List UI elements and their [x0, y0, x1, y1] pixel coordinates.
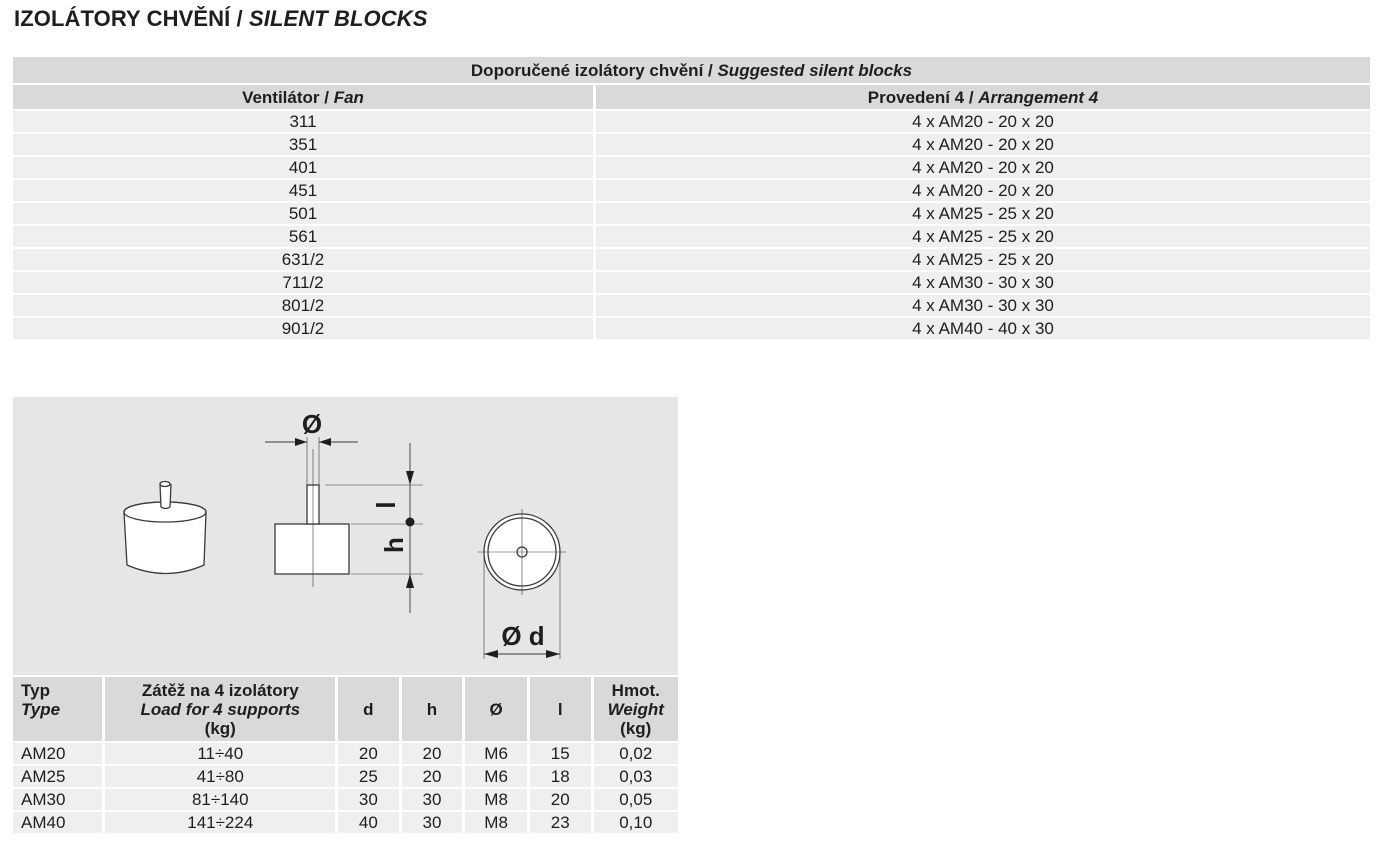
- column-header-diameter: Ø: [465, 677, 527, 741]
- column-header-weight: [594, 677, 678, 741]
- h-cell: 20: [402, 766, 463, 787]
- weight-cell: 0,05: [594, 789, 678, 810]
- pin-diameter-label: Ø: [301, 409, 323, 439]
- type-cell: AM25: [13, 766, 102, 787]
- weight-cell: 0,10: [594, 812, 678, 833]
- table-row: [13, 134, 1370, 155]
- table-row: [13, 157, 1370, 178]
- table-row: [13, 272, 1370, 293]
- d-cell: 25: [338, 766, 399, 787]
- diameter-cell: M6: [465, 743, 527, 764]
- type-cell: AM40: [13, 812, 102, 833]
- table-row: [13, 249, 1370, 270]
- column-header-h: h: [402, 677, 463, 741]
- table-row: [13, 203, 1370, 224]
- diameter-cell: M8: [465, 789, 527, 810]
- fan-cell: 901/2: [13, 318, 593, 339]
- table-row: [13, 318, 1370, 339]
- block-cell: 4 x AM25 - 25 x 20: [596, 203, 1370, 224]
- d-cell: 40: [338, 812, 399, 833]
- weight-header-cz: Hmot.: [611, 680, 660, 700]
- l-cell: 23: [530, 812, 591, 833]
- h-cell: 20: [402, 743, 463, 764]
- block-cell: 4 x AM25 - 25 x 20: [596, 226, 1370, 247]
- silent-block-drawing: [13, 397, 678, 675]
- specs-table: [13, 677, 678, 835]
- column-header-load: [105, 677, 335, 741]
- column-header-arrangement-en: Arrangement 4: [978, 88, 1099, 107]
- fan-cell: 561: [13, 226, 593, 247]
- load-cell: 141÷224: [105, 812, 335, 833]
- suggested-table-heading: [13, 57, 1370, 83]
- block-cell: 4 x AM25 - 25 x 20: [596, 249, 1370, 270]
- column-header-l: l: [530, 677, 591, 741]
- h-cell: 30: [402, 812, 463, 833]
- height-label: h: [379, 537, 409, 553]
- l-cell: 18: [530, 766, 591, 787]
- block-cell: 4 x AM20 - 20 x 20: [596, 157, 1370, 178]
- column-header-d: d: [338, 677, 399, 741]
- suggested-header-row: [13, 85, 1370, 109]
- table-row: [13, 295, 1370, 316]
- fan-cell: 801/2: [13, 295, 593, 316]
- block-cell: 4 x AM30 - 30 x 30: [596, 295, 1370, 316]
- weight-header-unit: (kg): [620, 718, 652, 738]
- weight-header-en: Weight: [607, 699, 664, 719]
- d-cell: 20: [338, 743, 399, 764]
- weight-cell: 0,03: [594, 766, 678, 787]
- column-header-arrangement-cz: Provedení 4 /: [867, 88, 979, 107]
- fan-cell: 501: [13, 203, 593, 224]
- type-header-en: Type: [21, 700, 61, 719]
- suggested-blocks-table: [13, 57, 1370, 341]
- block-cell: 4 x AM40 - 40 x 30: [596, 318, 1370, 339]
- block-cell: 4 x AM20 - 20 x 20: [596, 180, 1370, 201]
- drawing-svg: [13, 397, 678, 675]
- column-header-fan-cz: Ventilátor /: [242, 88, 334, 107]
- load-cell: 11÷40: [105, 743, 335, 764]
- suggested-heading-cz: Doporučené izolátory chvění /: [470, 61, 718, 80]
- fan-cell: 451: [13, 180, 593, 201]
- table-row: [13, 226, 1370, 247]
- fan-cell: 351: [13, 134, 593, 155]
- side-view: [265, 437, 423, 613]
- fan-cell: 311: [13, 111, 593, 132]
- block-cell: 4 x AM20 - 20 x 20: [596, 134, 1370, 155]
- h-cell: 30: [402, 789, 463, 810]
- load-header-unit: (kg): [204, 718, 236, 738]
- suggested-heading-en: Suggested silent blocks: [717, 61, 913, 80]
- column-header-arrangement: [596, 85, 1370, 109]
- type-header-cz: Typ: [21, 681, 50, 700]
- type-cell: AM30: [13, 789, 102, 810]
- fan-cell: 631/2: [13, 249, 593, 270]
- column-header-type: [13, 677, 102, 741]
- table-row: [13, 180, 1370, 201]
- page-title-cz: IZOLÁTORY CHVĚNÍ /: [14, 6, 249, 31]
- load-header-cz: Zátěž na 4 izolátory: [141, 680, 299, 700]
- load-cell: 41÷80: [105, 766, 335, 787]
- fan-cell: 711/2: [13, 272, 593, 293]
- page-title-en: SILENT BLOCKS: [248, 6, 428, 31]
- load-cell: 81÷140: [105, 789, 335, 810]
- page-title: [14, 6, 428, 32]
- column-header-fan-en: Fan: [333, 88, 364, 107]
- table-row: [13, 789, 678, 810]
- table-row: [13, 812, 678, 833]
- load-header-en: Load for 4 supports: [140, 699, 301, 719]
- block-cell: 4 x AM20 - 20 x 20: [596, 111, 1370, 132]
- weight-cell: 0,02: [594, 743, 678, 764]
- outer-diameter-label: Ø d: [501, 621, 545, 651]
- column-header-fan: [13, 85, 593, 109]
- fan-cell: 401: [13, 157, 593, 178]
- l-cell: 20: [530, 789, 591, 810]
- table-row: [13, 766, 678, 787]
- diameter-cell: M6: [465, 766, 527, 787]
- isometric-view: [124, 482, 206, 574]
- block-cell: 4 x AM30 - 30 x 30: [596, 272, 1370, 293]
- pin-length-label: l: [371, 501, 401, 509]
- table-row: [13, 111, 1370, 132]
- specs-header-row: [13, 677, 678, 741]
- l-cell: 15: [530, 743, 591, 764]
- diameter-cell: M8: [465, 812, 527, 833]
- d-cell: 30: [338, 789, 399, 810]
- type-cell: AM20: [13, 743, 102, 764]
- table-row: [13, 743, 678, 764]
